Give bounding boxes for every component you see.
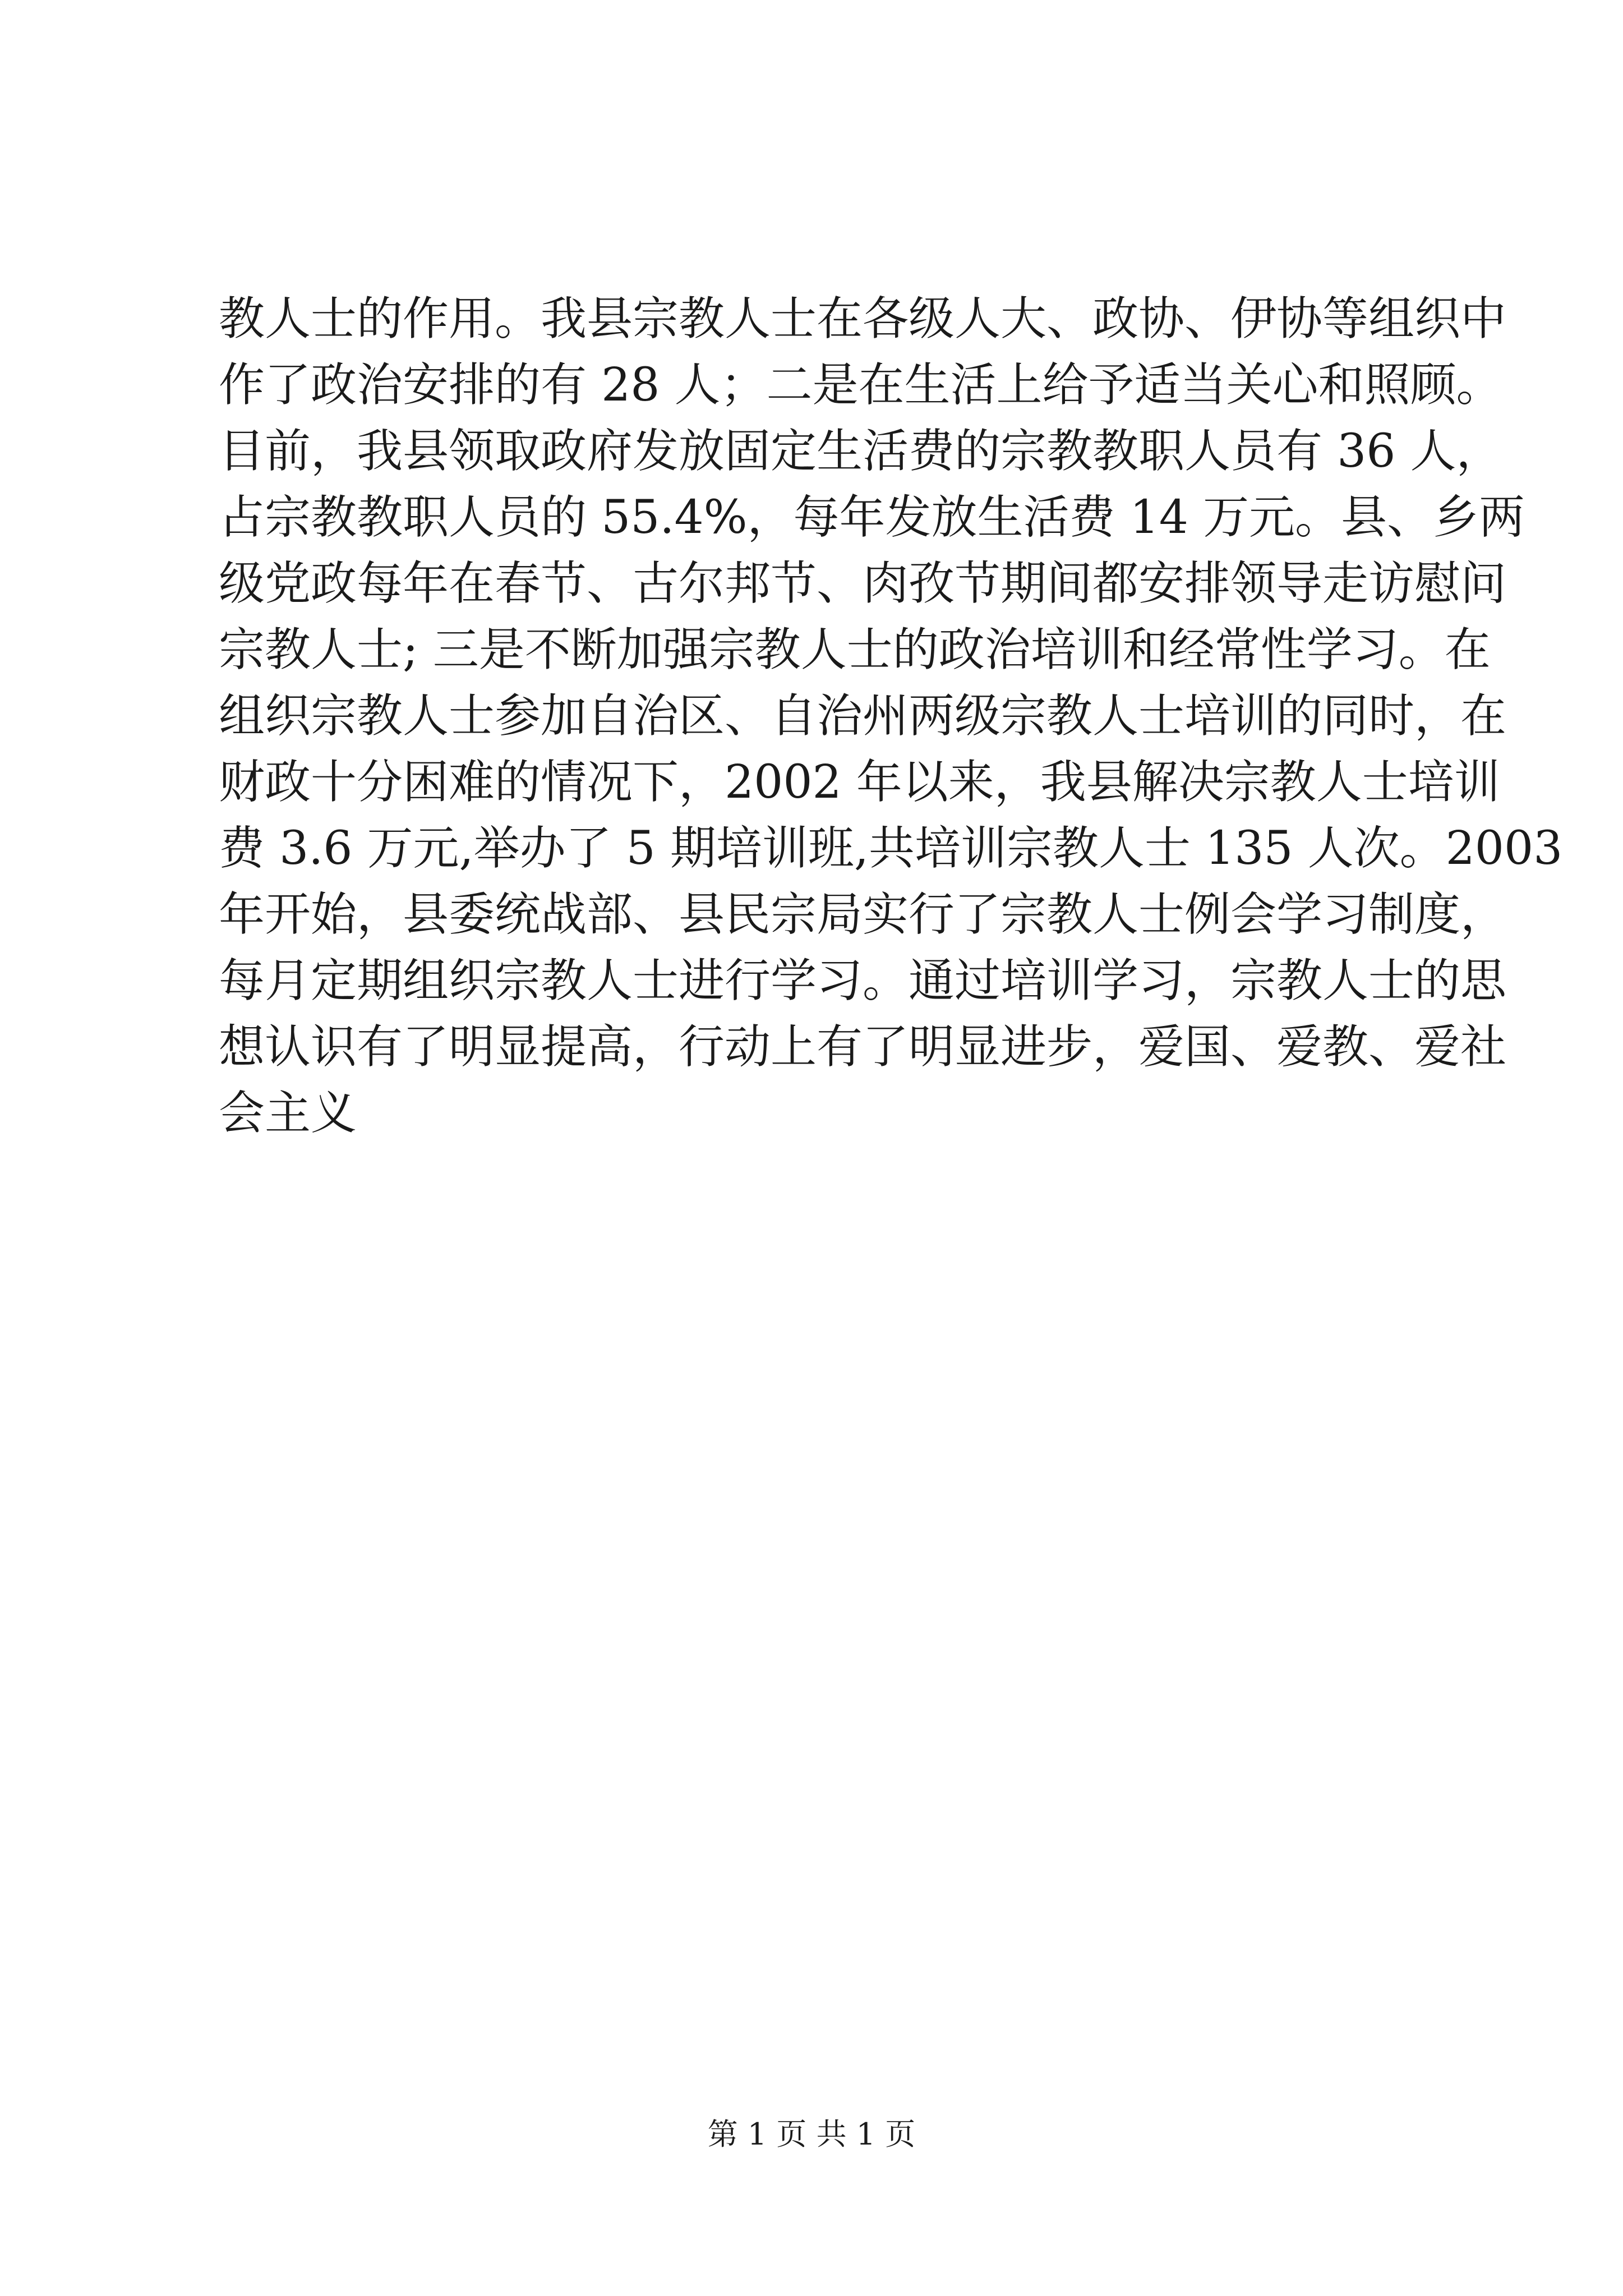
text-line-2: 作了政治安排的有 28 人；二是在生活上给予适当关心和照顾。 [219,358,1502,412]
text-line-8: 财政十分困难的情况下，2002 年以来，我县解决宗教人士培训 [219,756,1500,809]
text-line-11: 每月定期组织宗教人士进行学习。通过培训学习，宗教人士的思 [219,954,1507,1007]
text-line-6: 宗教人士; 三是不断加强宗教人士的政治培训和经常性学习。在 [219,623,1491,677]
text-line-5: 级党政每年在春节、古尔邦节、肉孜节期间都安排领导走访慰问 [219,557,1507,610]
page-number-footer: 第 1 页 共 1 页 [707,2116,916,2152]
text-line-1: 教人士的作用。我县宗教人士在各级人大、政协、伊协等组织中 [219,292,1507,346]
text-line-3: 目前，我县领取政府发放固定生活费的宗教教职人员有 36 人， [219,425,1502,478]
text-line-4: 占宗教教职人员的 55.4%，每年发放生活费 14 万元。县、乡两 [219,491,1525,544]
body-text [219,286,1563,1147]
text-line-12: 想认识有了明显提高，行动上有了明显进步，爱国、爱教、爱社 [219,1020,1507,1074]
text-line-10: 年开始，县委统战部、县民宗局实行了宗教人士例会学习制度， [219,888,1507,941]
text-line-13: 会主义 [219,1087,357,1140]
text-line-9: 费 3.6 万元,举办了 5 期培训班,共培训宗教人士 135 人次。2003 [219,822,1563,875]
text-line-7: 组织宗教人士参加自治区、自治州两级宗教人士培训的同时，在 [219,689,1507,743]
